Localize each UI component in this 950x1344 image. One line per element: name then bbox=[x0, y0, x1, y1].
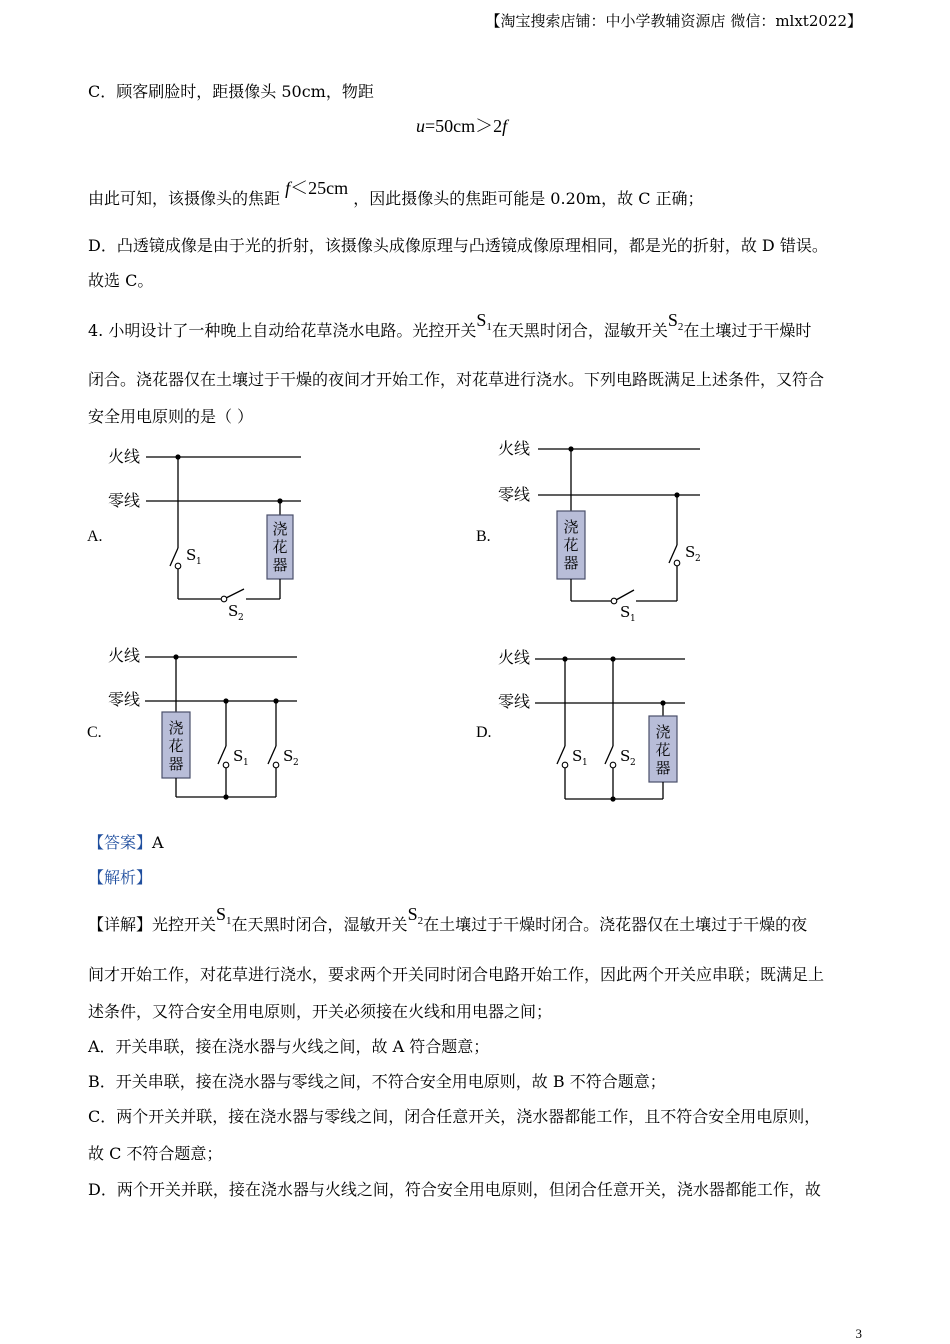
svg-text:火线: 火线 bbox=[108, 447, 141, 466]
svg-text:火线: 火线 bbox=[108, 646, 141, 665]
svg-text:1: 1 bbox=[582, 758, 588, 768]
option-label-c: C. bbox=[87, 724, 102, 741]
formula-object-distance: u=50cm＞2f bbox=[416, 116, 508, 136]
svg-text:零线: 零线 bbox=[108, 690, 141, 709]
svg-text:1: 1 bbox=[196, 557, 202, 567]
circuit-diagram-d bbox=[490, 642, 705, 814]
circuit-diagram-c bbox=[100, 640, 310, 812]
svg-text:2: 2 bbox=[630, 758, 636, 768]
question-4-line1: 4. 小明设计了一种晚上自动给花草浇水电路。光控开关$S_1$在天黑时闭合，湿敏开关$S_2$在土壤过于干燥时 bbox=[88, 310, 812, 340]
svg-text:S: S bbox=[620, 603, 631, 621]
svg-text:S: S bbox=[572, 747, 583, 765]
choice-conclusion: 故选 C。 bbox=[88, 271, 154, 290]
focal-length-text: 由此可知，该摄像头的焦距 f＜25cm ，因此摄像头的焦距可能是 0.20m，故 C 正确； bbox=[88, 178, 704, 208]
option-label-b: B. bbox=[476, 528, 491, 545]
svg-text:火线: 火线 bbox=[498, 648, 531, 667]
svg-text:S: S bbox=[233, 747, 244, 765]
svg-text:零线: 零线 bbox=[498, 692, 531, 711]
page-number: 3 bbox=[855, 1326, 862, 1341]
device-label: 浇花器 bbox=[655, 723, 671, 777]
svg-text:2: 2 bbox=[238, 613, 244, 623]
question-4-line2: 闭合。浇花器仅在土壤过于干燥的夜间才开始工作，对花草进行浇水。下列电路既满足上述条件，又符合 bbox=[88, 370, 825, 389]
svg-text:S: S bbox=[228, 602, 239, 620]
device-label: 浇花器 bbox=[563, 518, 579, 572]
detail-option-a: A．开关串联，接在浇水器与火线之间，故 A 符合题意； bbox=[88, 1037, 490, 1056]
svg-text:S: S bbox=[283, 747, 294, 765]
svg-text:零线: 零线 bbox=[498, 485, 531, 504]
analysis-label: 【解析】 bbox=[88, 868, 153, 887]
detail-option-c: C．两个开关并联，接在浇水器与零线之间，闭合任意开关，浇水器都能工作，且不符合安全用电原则， bbox=[88, 1107, 821, 1126]
svg-text:1: 1 bbox=[630, 614, 636, 624]
svg-text:2: 2 bbox=[695, 554, 701, 564]
svg-text:S: S bbox=[685, 543, 696, 561]
page-header: 【淘宝搜索店铺：中小学教辅资源店 微信：mlxt2022】 bbox=[485, 12, 862, 30]
detail-option-d: D．两个开关并联，接在浇水器与火线之间，符合安全用电原则，但闭合任意开关，浇水器都能工作，故 bbox=[88, 1180, 821, 1199]
svg-text:火线: 火线 bbox=[498, 439, 531, 458]
circuit-diagram-b bbox=[490, 432, 705, 624]
circuit-diagram-a bbox=[100, 436, 310, 626]
detail-option-c-cont: 故 C 不符合题意； bbox=[88, 1144, 223, 1163]
option-label-d: D. bbox=[476, 724, 492, 741]
detail-line3: 述条件，又符合安全用电原则，开关必须接在火线和用电器之间； bbox=[88, 1002, 553, 1021]
detail-line2: 间才开始工作，对花草进行浇水，要求两个开关同时闭合电路开始工作，因此两个开关应串联；既满足上 bbox=[88, 965, 825, 984]
option-d-text: D．凸透镜成像是由于光的折射，该摄像头成像原理与凸透镜成像原理相同，都是光的折射，故 D 错误。 bbox=[88, 236, 828, 255]
question-4-line3: 安全用电原则的是（ ） bbox=[88, 407, 254, 426]
option-label-a: A. bbox=[87, 528, 103, 545]
detail-option-b: B．开关串联，接在浇水器与零线之间，不符合安全用电原则，故 B 不符合题意； bbox=[88, 1072, 666, 1091]
answer-line: 【答案】A bbox=[88, 833, 164, 852]
device-label: 浇花器 bbox=[168, 719, 184, 773]
svg-text:零线: 零线 bbox=[108, 491, 141, 510]
svg-text:S: S bbox=[620, 747, 631, 765]
device-label: 浇花器 bbox=[272, 520, 288, 574]
svg-text:2: 2 bbox=[293, 758, 299, 768]
svg-text:1: 1 bbox=[243, 758, 249, 768]
option-c-text: C．顾客刷脸时，距摄像头 50cm，物距 bbox=[88, 82, 374, 101]
svg-text:S: S bbox=[186, 546, 197, 564]
detail-line1: 【详解】光控开关$S_1$在天黑时闭合，湿敏开关$S_2$在土壤过于干燥时闭合。浇花器仅在土壤过于干燥的夜 bbox=[88, 904, 808, 934]
